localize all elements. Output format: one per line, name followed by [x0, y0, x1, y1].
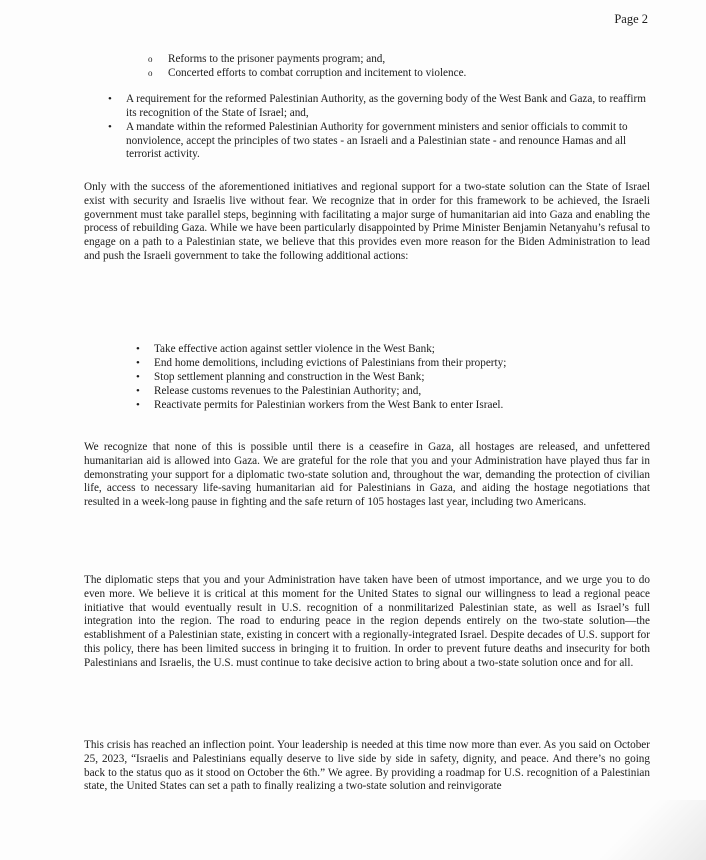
page-curl-shadow [586, 800, 706, 860]
hollow-bullet-icon: o [148, 54, 153, 64]
paragraph: The diplomatic steps that you and your Administration have taken have been of utmost importance, and we urge you to do even more. We believe it is critical at this moment for the United States to signal our willingness to lead a regional peace initiative that would eventually result in U.S. recognition of a nonmilitarized Palestinian state, as well as Israel’s full integration into the region. The road to enduring peace in the region depends entirely on the two-state solution—the establishment of a Palestinian state, existing in concert with a regionally-integrated Israel. Despite decades of U.S. support for this policy, there has been limited success in bringing it to fruition. In order to prevent future deaths and insecurity for both Palestinians and Israelis, the U.S. must continue to take decisive action to bring about a two-state solution once and for all. [84, 574, 650, 669]
bullet-icon: • [108, 121, 112, 134]
bullet-icon: • [108, 93, 112, 105]
action-text: Take effective action against settler violence in the West Bank; [154, 343, 435, 355]
bullet-icon: • [136, 385, 140, 398]
action-text: End home demolitions, including evictions of Palestinians from their property; [154, 357, 507, 370]
paragraph: We recognize that none of this is possible until there is a ceasefire in Gaza, all hostages are released, and unfettered humanitarian aid is allowed into Gaza. We are grateful for the role that you and your Administration have played thus far in demonstrating your support for a diplomatic two-state solution and, throughout the war, demanding the protection of civilian life, access to necessary life-saving humanitarian aid for Palestinians in Gaza, and aiding the hostage negotiations that resulted in a week-long pause in fighting and the safe return of 105 hostages last year, including two Americans. [84, 441, 650, 509]
list-item [148, 52, 658, 66]
bullet-icon: • [136, 371, 140, 384]
list-item [148, 66, 658, 80]
list-item [136, 384, 636, 398]
bullet-text: A requirement for the reformed Palestinian Authority, as the governing body of the West Bank and Gaza, to reaffirm its recognition of the State of Israel; and, [126, 93, 646, 119]
list-item [136, 370, 636, 384]
action-text: Stop settlement planning and construction in the West Bank; [154, 371, 425, 384]
list-item [136, 342, 636, 356]
sub-bullet-text: Concerted efforts to combat corruption and incitement to violence. [168, 67, 467, 79]
bullet-icon: • [136, 343, 140, 355]
hollow-bullet-icon: o [148, 68, 153, 78]
action-list [136, 342, 636, 412]
bullet-text: A mandate within the reformed Palestinian Authority for government ministers and senior officials to commit to nonviolence, accept the principles of two states - an Israeli and a Palestinian state - and renounce Hamas and all terrorist activity. [126, 121, 628, 161]
paragraph: Only with the success of the aforementioned initiatives and regional support for a two-state solution can the State of Israel exist with security and Israelis live without fear. We recognize that in order for this framework to be achieved, the Israeli government must take parallel steps, beginning with facilitating a major surge of humanitarian aid into Gaza and enabling the process of rebuilding Gaza. While we have been particularly disappointed by Prime Minister Benjamin Netanyahu’s refusal to engage on a path to a Palestinian state, we believe that this provides even more reason for the Biden Administration to lead and push the Israeli government to take the following additional actions: [84, 181, 650, 262]
sub-bullet-text: Reforms to the prisoner payments program; and, [168, 53, 386, 65]
action-text: Reactivate permits for Palestinian workers from the West Bank to enter Israel. [154, 399, 504, 412]
list-item [136, 356, 636, 370]
action-text: Release customs revenues to the Palestinian Authority; and, [154, 385, 422, 398]
list-item [108, 93, 648, 120]
bullet-list [108, 93, 648, 162]
page-number: Page 2 [614, 12, 648, 26]
sub-bullet-list [148, 52, 658, 80]
bullet-icon: • [136, 399, 140, 412]
paragraph: This crisis has reached an inflection point. Your leadership is needed at this time now more than ever. As you said on October 25, 2023, “Israelis and Palestinians equally deserve to live side by side in safety, dignity, and peace. And there’s no going back to the status quo as it stood on October the 6th.” We agree. By providing a roadmap for U.S. recognition of a Palestinian state, the United States can set a path to finally realizing a two-state solution and reinvigorate [84, 739, 650, 793]
list-item [136, 398, 636, 412]
bullet-icon: • [136, 357, 140, 370]
list-item [108, 121, 648, 162]
